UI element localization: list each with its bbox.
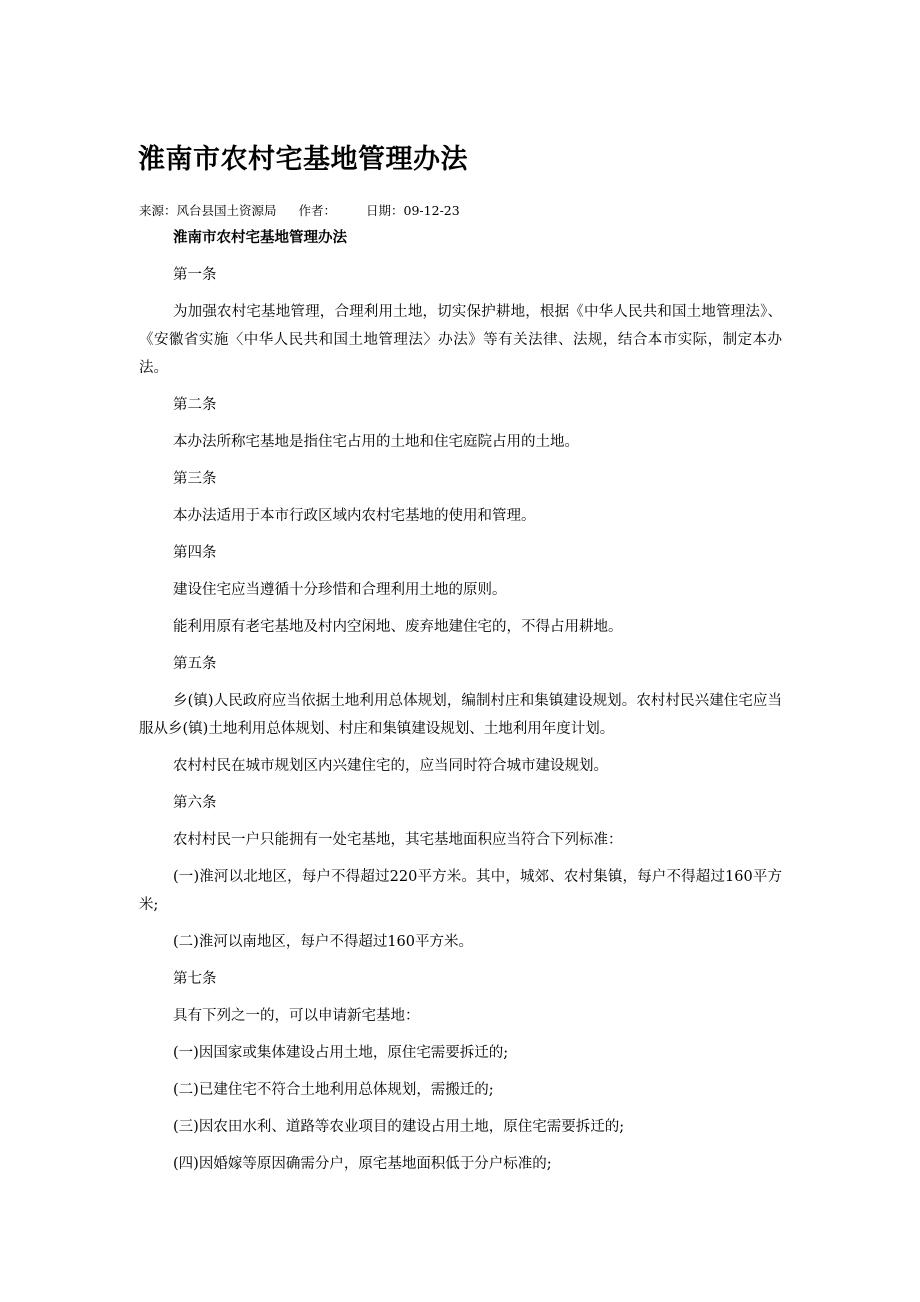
paragraph: 乡(镇)人民政府应当依据土地利用总体规划，编制村庄和集镇建设规划。农村村民兴建住宅应当服从乡(镇)土地利用总体规划、村庄和集镇建设规划、土地利用年度计划。: [139, 693, 782, 737]
document-body: [139, 224, 782, 1187]
paragraph: 农村村民在城市规划区内兴建住宅的，应当同时符合城市建设规划。: [173, 758, 608, 774]
paragraph: 具有下列之一的，可以申请新宅基地：: [173, 1008, 420, 1024]
paragraph: 本办法适用于本市行政区域内农村宅基地的使用和管理。: [173, 508, 536, 524]
paragraph: 能利用原有老宅基地及村内空闲地、废弃地建住宅的，不得占用耕地。: [173, 619, 623, 635]
paragraph: 本办法所称宅基地是指住宅占用的土地和住宅庭院占用的土地。: [173, 434, 579, 450]
paragraph: 为加强农村宅基地管理，合理利用土地，切实保护耕地，根据《中华人民共和国土地管理法》、《安徽省实施〈中华人民共和国土地管理法〉办法》等有关法律、法规，结合本市实际，制定本办法。: [139, 304, 782, 376]
article-heading: 第六条: [173, 795, 217, 811]
meta-date: 日期：09-12-23: [366, 203, 460, 218]
list-item: (四)因婚嫁等原因确需分户，原宅基地面积低于分户标准的;: [173, 1156, 552, 1172]
list-item: (二)已建住宅不符合土地利用总体规划，需搬迁的;: [173, 1082, 494, 1098]
article-heading: 第五条: [173, 656, 217, 672]
article-heading: 第一条: [173, 267, 217, 283]
list-item: (三)因农田水利、道路等农业项目的建设占用土地，原住宅需要拆迁的;: [173, 1119, 625, 1135]
article-heading: 第七条: [173, 971, 217, 987]
body-heading: 淮南市农村宅基地管理办法: [173, 230, 347, 246]
list-item: (一)淮河以北地区，每户不得超过220平方米。其中，城郊、农村集镇，每户不得超过160平方米;: [139, 869, 782, 913]
meta-author: 作者：: [298, 203, 337, 218]
paragraph: 农村村民一户只能拥有一处宅基地，其宅基地面积应当符合下列标准：: [173, 832, 623, 848]
document-title: 淮南市农村宅基地管理办法: [138, 144, 468, 175]
list-item: (一)因国家或集体建设占用土地，原住宅需要拆迁的;: [173, 1045, 509, 1061]
document-meta: [139, 202, 460, 220]
list-item: (二)淮河以南地区，每户不得超过160平方米。: [173, 934, 473, 950]
meta-source: 来源：风台县国土资源局: [139, 203, 277, 218]
article-heading: 第四条: [173, 545, 217, 561]
paragraph: 建设住宅应当遵循十分珍惜和合理利用土地的原则。: [173, 582, 507, 598]
article-heading: 第三条: [173, 471, 217, 487]
article-heading: 第二条: [173, 397, 217, 413]
